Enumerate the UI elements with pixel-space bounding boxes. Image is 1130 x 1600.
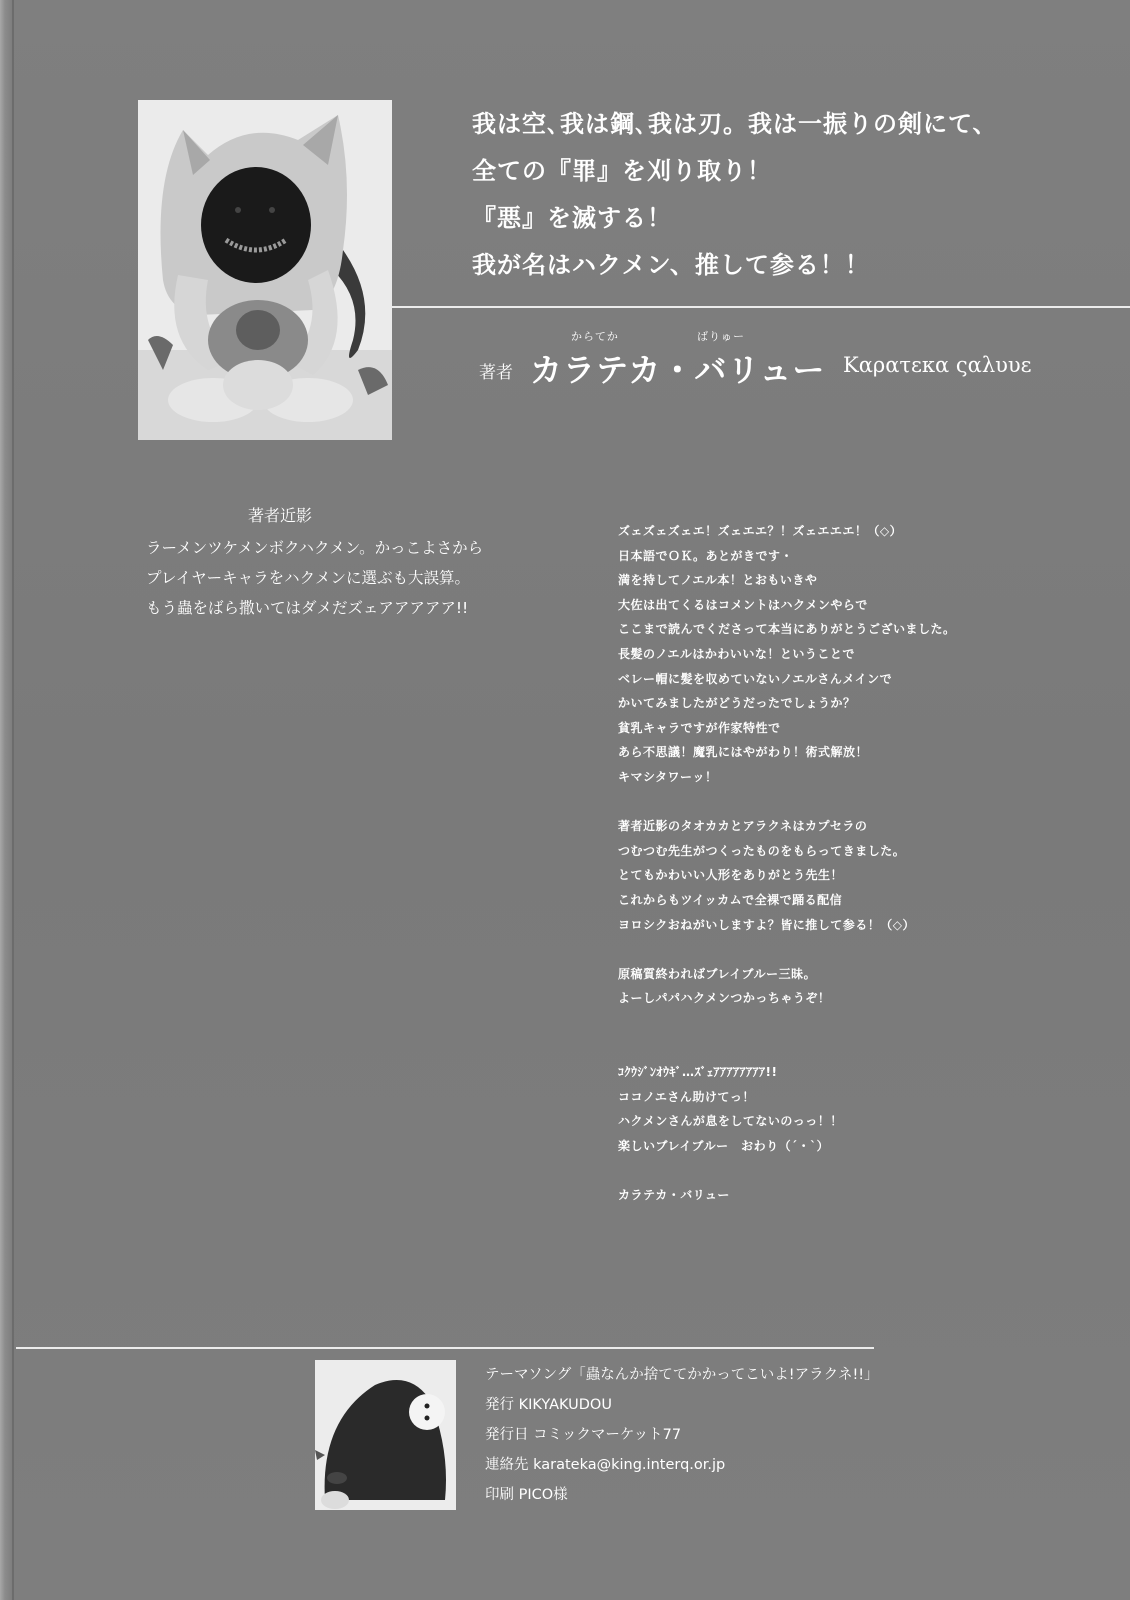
afterword-line: [618, 1158, 1118, 1183]
afterword-signature: カラテカ・バリュー: [618, 1188, 730, 1203]
hooded-plush-figure-image: [138, 100, 392, 440]
bio-text: [146, 533, 483, 623]
colophon-photo: [315, 1360, 456, 1510]
divider-bottom: [16, 1347, 874, 1349]
author-name-reading-1: からてか: [571, 330, 619, 343]
afterword: [618, 519, 1118, 1208]
afterword-line: キマシタワーッ！: [618, 769, 718, 784]
afterword-line: 楽しいブレイブルー おわり（´・`）: [618, 1138, 830, 1153]
afterword-line: とてもかわいい人形をありがとう先生！: [618, 868, 844, 883]
afterword-line: 原稿質終わればブレイブルー三昧。: [618, 966, 817, 981]
bio-line: プレイヤーキャラをハクメンに選ぶも大誤算。: [146, 569, 470, 587]
afterword-line: 貧乳キャラですが作家特性で: [618, 720, 781, 735]
author-label: 著者: [479, 363, 513, 383]
author-name: カラテカ・バリュー: [530, 351, 826, 389]
afterword-line: ココノエさん助けてっ！: [618, 1089, 755, 1104]
afterword-line: [618, 1035, 1118, 1060]
afterword-line: つむつむ先生がつくったものをもらってきました。: [618, 843, 906, 858]
theme-song: テーマソング「蟲なんか捨ててかかってこいよ!アラクネ!!」: [485, 1367, 879, 1383]
afterword-line: 著者近影のタオカカとアラクネはカプセラの: [618, 819, 868, 834]
afterword-line: これからもツイッカムで全裸で踊る配信: [618, 892, 843, 907]
page-edge: [0, 0, 12, 1600]
colophon: [485, 1360, 879, 1510]
afterword-line: 日本語でＯＫ。あとがきです・: [618, 548, 794, 563]
contact: 連絡先 karateka@king.interq.or.jp: [485, 1457, 726, 1473]
afterword-line: ハクメンさんが息をしてないのっっ！！: [618, 1114, 843, 1129]
afterword-line: [618, 1011, 1118, 1036]
divider-top: [392, 306, 1130, 308]
bio-line: もう蟲をばら撒いてはダメだズェアアアアア!!: [146, 599, 469, 617]
page-edge-shadow: [12, 0, 14, 1600]
afterword-line: ｺｸｳｼﾞﾝｵｳｷﾞ…ｽﾞｪｱｱｱｱｱｱｱｱ!!: [618, 1065, 778, 1080]
author-latin-name: Καρατεκα ςαλυυε: [843, 353, 1032, 377]
character-quote: [472, 100, 1112, 288]
afterword-line: あら不思議！魔乳にはやがわり！術式解放！: [618, 745, 869, 760]
afterword-line: ベレー帽に髪を収めていないノエルさんメインで: [618, 671, 893, 686]
afterword-line: ズェズェズェエ！ズェエエ？！ズェエエエ！（◇）: [618, 524, 903, 538]
quote-line: 『悪』を滅する！: [472, 203, 672, 232]
publisher: 発行 KIKYAKUDOU: [485, 1397, 612, 1413]
dark-plush-figure-image: [315, 1360, 456, 1510]
afterword-line: かいてみましたがどうだったでしょうか？: [618, 696, 856, 711]
afterword-line: [618, 937, 1118, 962]
afterword-line: ここまで読んでくださって本当にありがとうございました。: [618, 622, 956, 637]
quote-line: 我が名はハクメン、推して参る！！: [472, 250, 870, 279]
afterword-line: 長髪のノエルはかわいいな！ということで: [618, 646, 855, 661]
quote-line: 全ての『罪』を刈り取り！: [472, 156, 772, 185]
printer: 印刷 PICO様: [485, 1487, 568, 1503]
afterword-line: よーしパパハクメンつかっちゃうぞ！: [618, 991, 831, 1006]
publish-date: 発行日 コミックマーケット77: [485, 1427, 682, 1443]
bio-line: ラーメンツケメンボクハクメン。かっこよさから: [146, 539, 484, 557]
quote-line: 我は空､我は鋼､我は刃。我は一振りの剣にて、: [472, 109, 998, 138]
author-photo: [138, 100, 392, 440]
author-name-reading-2: ばりゅー: [697, 330, 745, 343]
bio-title: 著者近影: [248, 506, 313, 525]
afterword-line: 満を持してノエル本！とおもいきや: [618, 573, 818, 588]
afterword-line: 大佐は出てくるはコメントはハクメンやらで: [618, 597, 868, 612]
afterword-line: ヨロシクおねがいしますよ？皆に推して参る！（◇）: [618, 917, 915, 932]
afterword-line: [618, 790, 1118, 815]
